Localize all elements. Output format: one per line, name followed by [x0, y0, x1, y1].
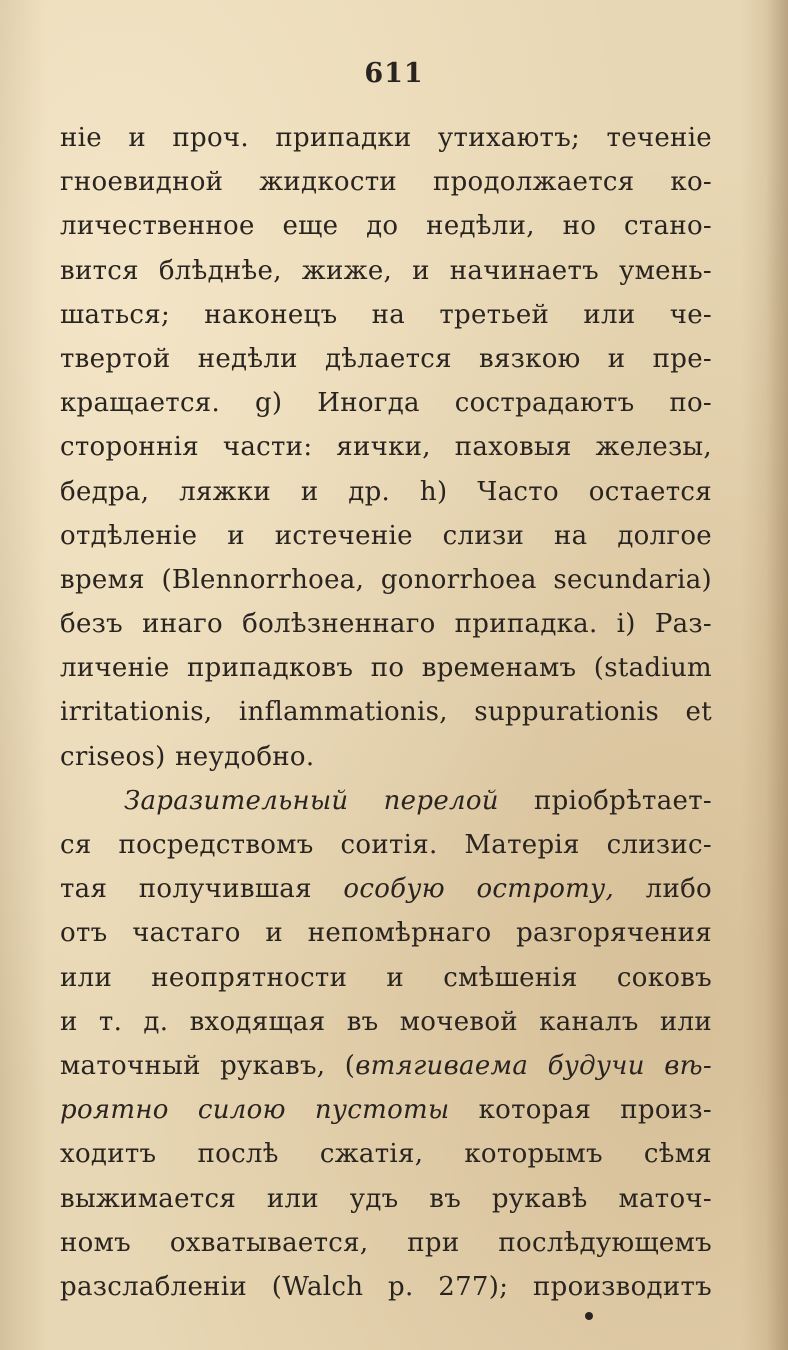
text-run: и т. д. входящая въ мочевой каналъ или [60, 1006, 712, 1037]
text-run: выжимается или удъ въ рукавѣ маточ- [60, 1183, 712, 1214]
text-line [60, 381, 712, 425]
text-line [60, 1221, 712, 1265]
text-run: вится блѣднѣе, жиже, и начинаетъ умень- [60, 255, 712, 286]
text-line [60, 867, 712, 911]
text-run: шаться; наконецъ на третьей или че- [60, 299, 712, 330]
text-line [60, 602, 712, 646]
text-run: время (Blennorrhoea, gonorrhoea secundaria) [60, 564, 712, 595]
text-line [60, 690, 712, 734]
text-run: или неопрятности и смѣшенія соковъ [60, 962, 712, 993]
body-text [60, 116, 712, 1309]
text-run: кращается. g) Иногда сострадаютъ по- [60, 388, 712, 419]
text-line [60, 470, 712, 514]
text-run: пріобрѣтает- [498, 785, 712, 816]
text-line [60, 1044, 712, 1088]
text-line [60, 116, 712, 160]
text-line [60, 425, 712, 469]
text-run: ходитъ послѣ сжатія, которымъ сѣмя [60, 1139, 712, 1170]
text-run: отъ частаго и непомѣрнаго разгорячения [60, 918, 712, 949]
text-run: маточный рукавъ, ( [60, 1050, 356, 1081]
text-line [60, 646, 712, 690]
text-run: либо [614, 874, 712, 905]
text-line [60, 779, 712, 823]
text-line [60, 249, 712, 293]
text-run: criseos) неудобно. [60, 741, 315, 772]
text-line [60, 514, 712, 558]
text-run: тая получившая [60, 874, 344, 905]
text-run: бедра, ляжки и др. h) Часто остается [60, 476, 712, 507]
italic-text: роятно силою пустоты [60, 1095, 450, 1126]
text-line [60, 1088, 712, 1132]
italic-text: Заразительный перелой [124, 785, 499, 816]
text-line [60, 1132, 712, 1176]
text-line [60, 293, 712, 337]
text-run: стороннія части: яички, паховыя железы, [60, 432, 712, 463]
text-line [60, 160, 712, 204]
text-run: которая произ- [449, 1095, 712, 1126]
text-line [60, 558, 712, 602]
text-run: отдѣленіе и истеченіе слизи на долгое [60, 520, 712, 551]
text-run: личественное еще до недѣли, но стано- [60, 211, 712, 242]
page-edge-shadow [766, 0, 788, 1350]
text-line [60, 823, 712, 867]
text-run: ся посредствомъ соитія. Матерія слизис- [60, 830, 712, 860]
text-line [60, 1177, 712, 1221]
italic-text: особую остроту, [343, 874, 615, 905]
page-number: 611 [364, 58, 424, 89]
text-run: твертой недѣли дѣлается вязкою и пре- [60, 343, 712, 374]
text-run: ніе и проч. припадки утихаютъ; теченіе [60, 123, 712, 153]
text-line [60, 1000, 712, 1044]
text-run: irritationis, inflammationis, suppurationis et [60, 697, 712, 728]
text-run: номъ охватывается, при послѣдующемъ [60, 1227, 712, 1258]
text-line [60, 204, 712, 248]
text-line [60, 1265, 712, 1309]
text-line [60, 735, 712, 779]
italic-text: втягиваема будучи вѣ- [355, 1050, 712, 1081]
ink-speck [585, 1312, 593, 1320]
text-run: гноевидной жидкости продолжается ко- [60, 167, 712, 198]
text-run: личеніе припадковъ по временамъ (stadium [60, 653, 712, 684]
text-run: безъ инаго болѣзненнаго припадка. i) Раз- [60, 609, 712, 640]
text-run: разслабленіи (Walch p. 277); производитъ [60, 1271, 712, 1302]
text-line [60, 337, 712, 381]
text-line [60, 911, 712, 955]
text-line [60, 956, 712, 1000]
